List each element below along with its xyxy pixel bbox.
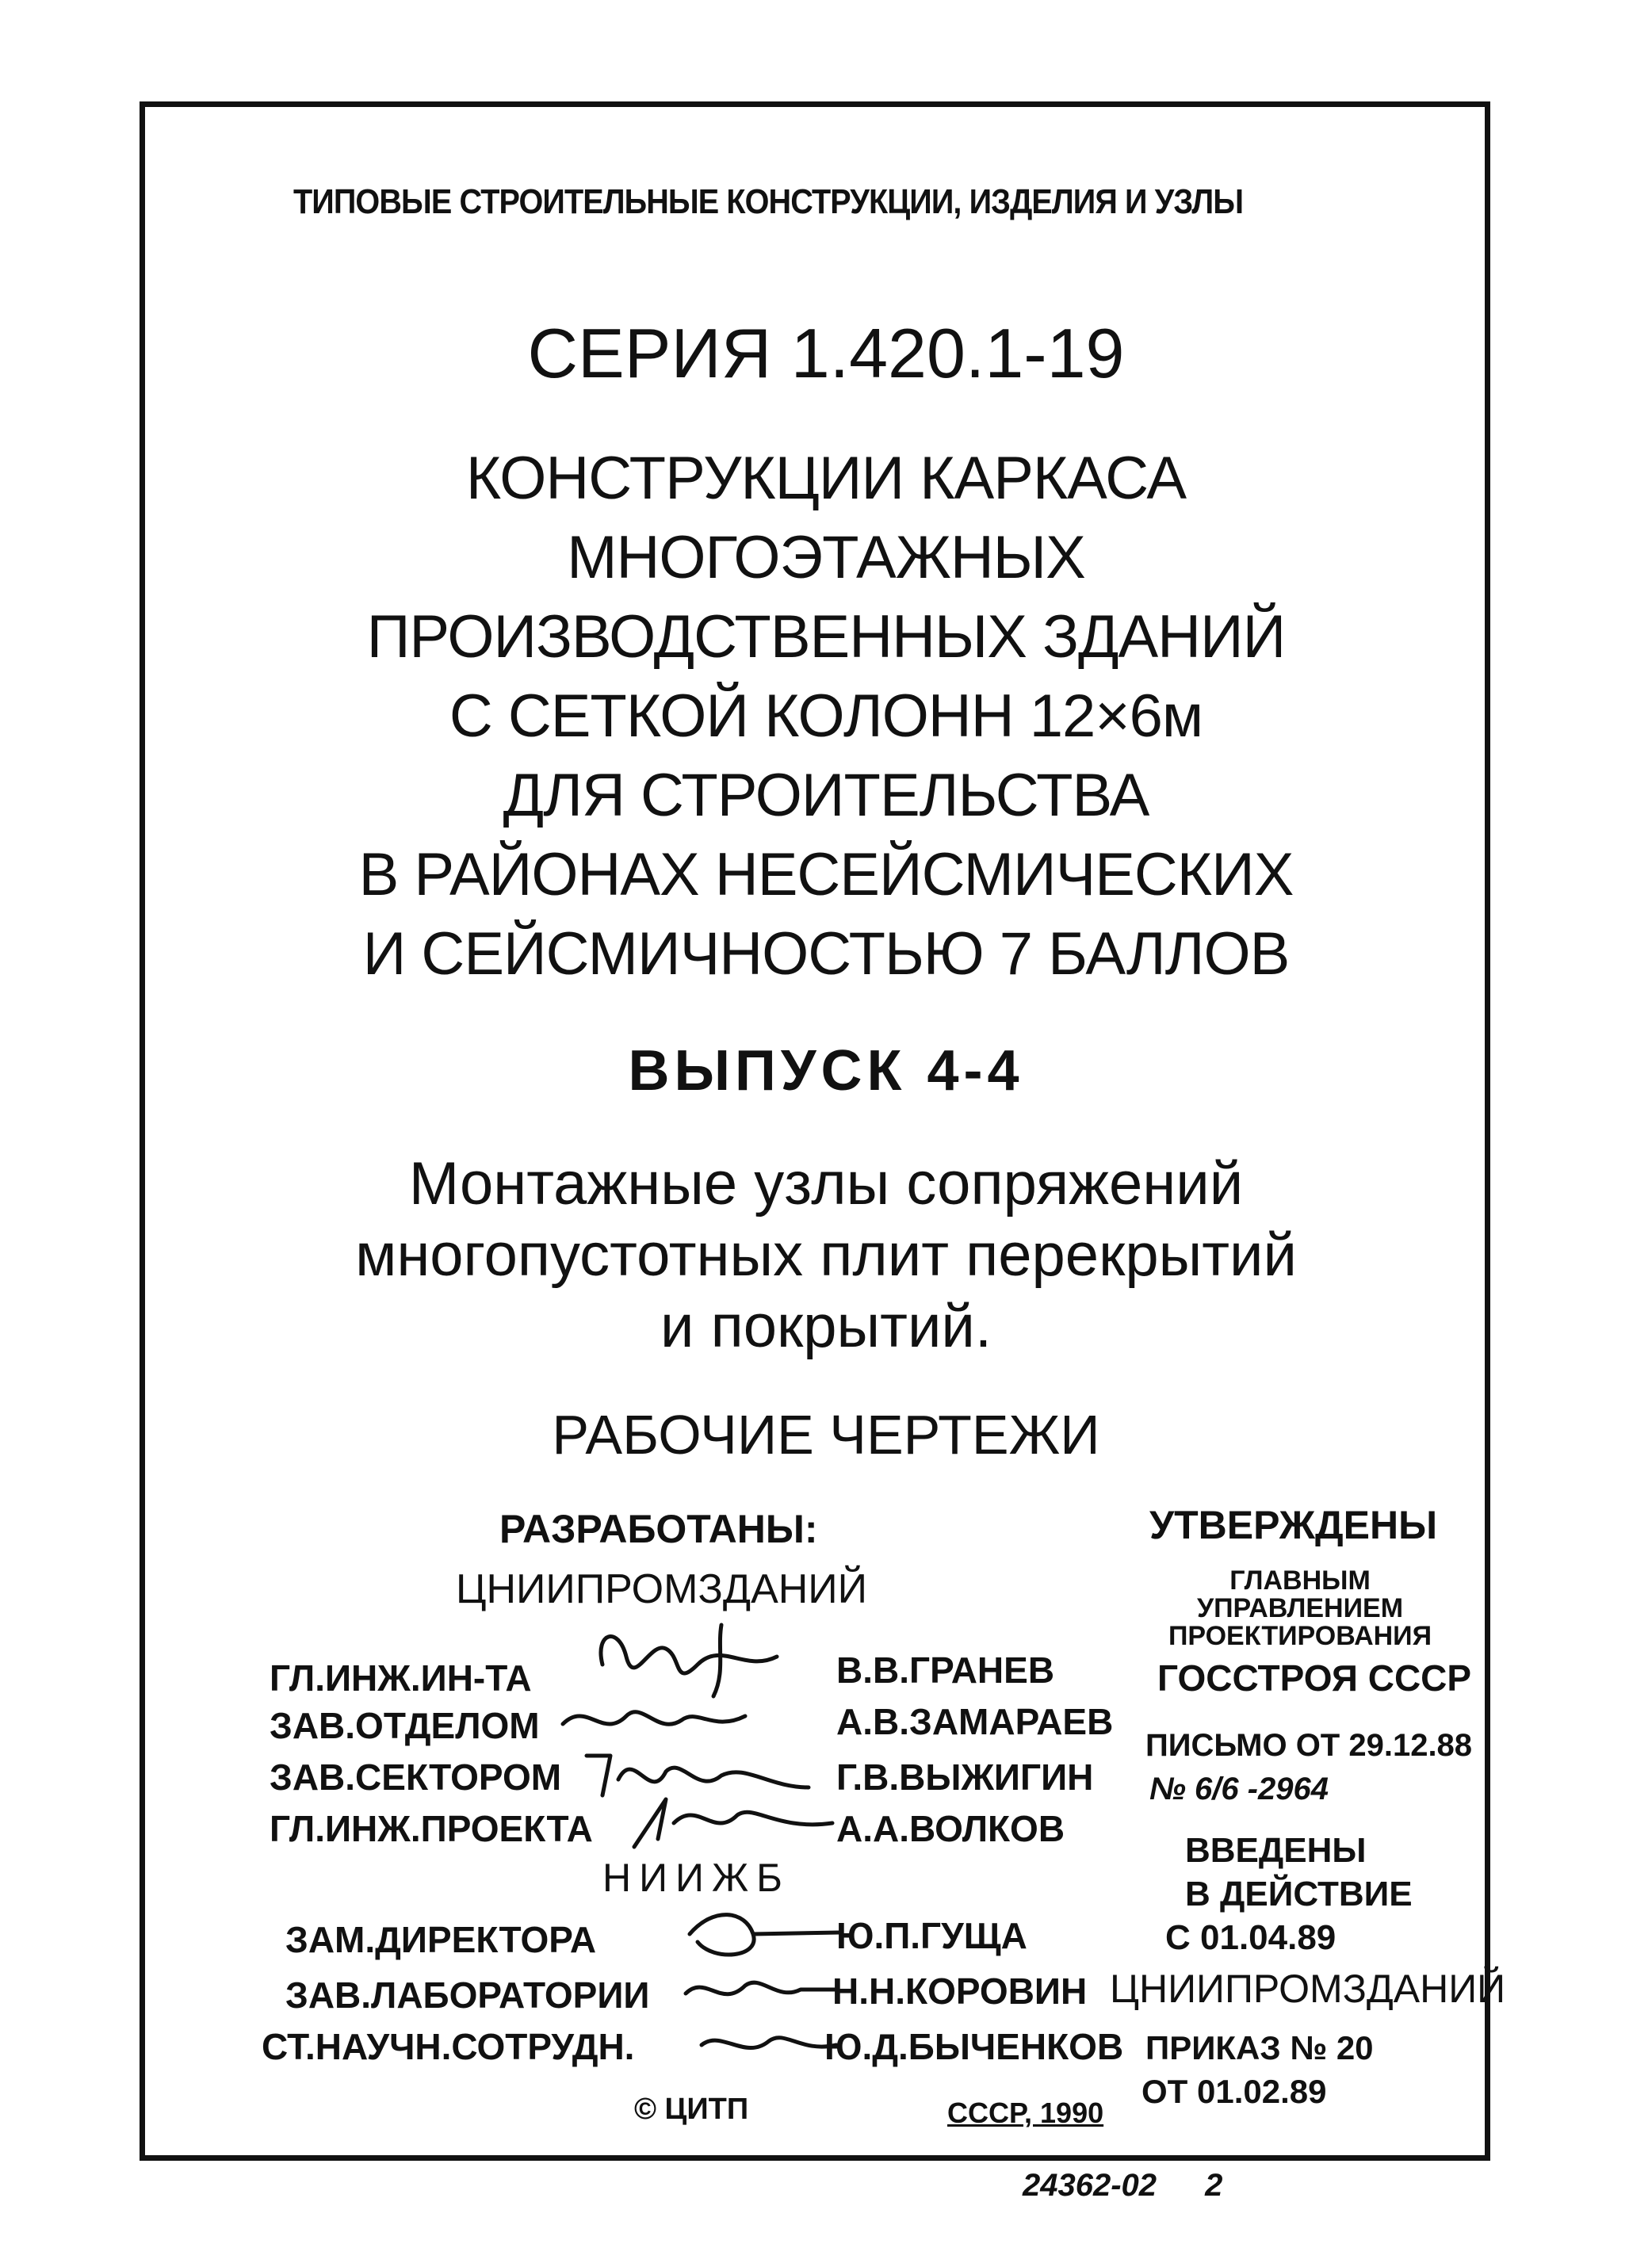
document-header: ТИПОВЫЕ СТРОИТЕЛЬНЫЕ КОНСТРУКЦИИ, ИЗДЕЛИЯ И УЗЛЫ <box>293 182 1244 221</box>
staff-role-3: ЗАВ.СЕКТОРОМ <box>270 1757 562 1798</box>
staff-role-2: ЗАВ.ОТДЕЛОМ <box>270 1705 540 1746</box>
developer-org-1: ЦНИИПРОМЗДАНИЙ <box>456 1566 868 1612</box>
staff-role-1: ГЛ.ИНЖ.ИН-ТА <box>270 1657 532 1699</box>
series-number: СЕРИЯ 1.420.1-19 <box>527 314 1125 392</box>
title-line-5: ДЛЯ СТРОИТЕЛЬСТВА <box>503 762 1149 829</box>
staff-name-4: А.А.ВОЛКОВ <box>836 1808 1065 1849</box>
title-line-4: С СЕТКОЙ КОЛОНН 12×6м <box>449 682 1203 750</box>
approved-by-line-4: ГОССТРОЯ СССР <box>1157 1657 1472 1699</box>
subtitle-line-3: и покрытий. <box>660 1293 992 1360</box>
approved-by-line-3: ПРОЕКТИРОВАНИЯ <box>1168 1621 1432 1651</box>
signature-granev <box>587 1617 793 1704</box>
effective-line-2: В ДЕЙСТВИЕ <box>1185 1875 1413 1913</box>
approved-by-line-2: УПРАВЛЕНИЕМ <box>1196 1593 1404 1623</box>
staff-role-6: ЗАВ.ЛАБОРАТОРИИ <box>285 1974 650 2016</box>
order-line-1: ПРИКАЗ № 20 <box>1145 2029 1374 2066</box>
issue-number: ВЫПУСК 4-4 <box>628 1039 1024 1103</box>
staff-role-5: ЗАМ.ДИРЕКТОРА <box>285 1919 597 1960</box>
effective-line-3: С 01.04.89 <box>1165 1918 1337 1957</box>
document-code-number: 24362-02 <box>1023 2168 1157 2203</box>
letter-line-1: ПИСЬМО ОТ 29.12.88 <box>1145 1728 1473 1763</box>
staff-role-7: СТ.НАУЧН.СОТРУДН. <box>262 2026 635 2067</box>
title-line-7: И СЕЙСМИЧНОСТЬЮ 7 БАЛЛОВ <box>362 920 1290 988</box>
signature-bychenkov <box>698 2021 840 2069</box>
country-year: СССР, 1990 <box>947 2097 1104 2129</box>
title-line-6: В РАЙОНАХ НЕСЕЙСМИЧЕСКИХ <box>358 841 1294 908</box>
letter-line-2: № 6/6 -2964 <box>1149 1772 1329 1806</box>
order-line-2: ОТ 01.02.89 <box>1141 2073 1327 2110</box>
developed-heading: РАЗРАБОТАНЫ: <box>499 1507 818 1551</box>
publisher-mark: © ЦИТП <box>634 2093 749 2126</box>
staff-name-3: Г.В.ВЫЖИГИН <box>836 1757 1094 1798</box>
page-number: 2 <box>1205 2168 1223 2203</box>
staff-name-7: Ю.Д.БЫЧЕНКОВ <box>824 2026 1124 2067</box>
working-drawings-label: РАБОЧИЕ ЧЕРТЕЖИ <box>552 1404 1100 1466</box>
title-line-1: КОНСТРУКЦИИ КАРКАСА <box>465 445 1187 512</box>
approved-by-line-1: ГЛАВНЫМ <box>1229 1565 1371 1596</box>
approved-org: ЦНИИПРОМЗДАНИЙ <box>1110 1967 1506 2011</box>
developer-org-2: НИИЖБ <box>602 1856 790 1900</box>
title-line-2: МНОГОЭТАЖНЫХ <box>567 524 1085 591</box>
subtitle-line-2: многопустотных плит перекрытий <box>355 1221 1297 1289</box>
staff-name-1: В.В.ГРАНЕВ <box>836 1649 1055 1691</box>
signature-gushcha <box>682 1902 848 1966</box>
staff-name-6: Н.Н.КОРОВИН <box>832 1971 1088 2012</box>
approved-heading: УТВЕРЖДЕНЫ <box>1149 1503 1438 1547</box>
document-code <box>1023 2168 1222 2204</box>
effective-line-1: ВВЕДЕНЫ <box>1185 1831 1367 1870</box>
subtitle-line-1: Монтажные узлы сопряжений <box>408 1150 1244 1218</box>
staff-name-2: А.В.ЗАМАРАЕВ <box>836 1701 1114 1742</box>
signature-korovin <box>682 1966 840 2013</box>
staff-role-4: ГЛ.ИНЖ.ПРОЕКТА <box>270 1808 593 1849</box>
title-line-3: ПРОИЗВОДСТВЕННЫХ ЗДАНИЙ <box>366 603 1286 671</box>
signature-volkov <box>626 1791 840 1855</box>
staff-name-5: Ю.П.ГУЩА <box>836 1915 1027 1956</box>
